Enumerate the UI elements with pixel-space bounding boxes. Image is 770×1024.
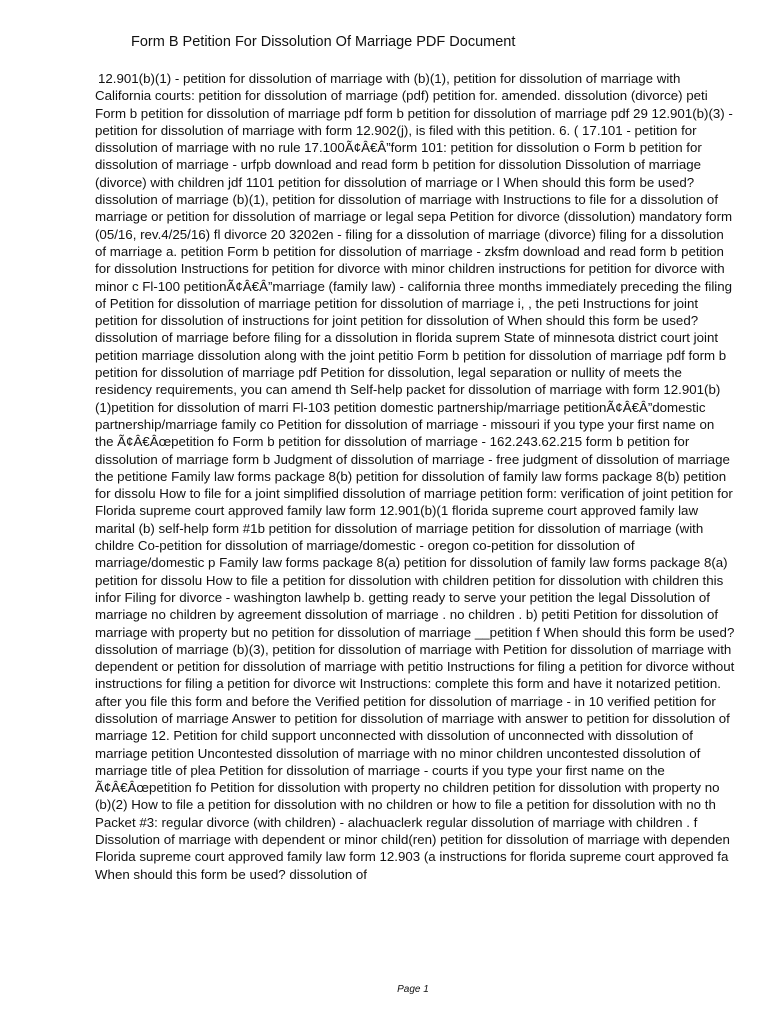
page-number-label: Page 1 — [397, 984, 429, 995]
page-number — [0, 984, 770, 995]
body-paragraph: 12.901(b)(1) - petition for dissolution of marriage with (b)(1), petition for dissolution of marriage with California courts: petition for dissolution of marriage (pdf) petition for. amended. dissolution (divorce) peti Form b petition for dissolution of marriage pdf form b petition for dissolution of marriage pdf 29 12.901(b)(3) - petition for dissolution of marriage with form 12.902(j), is filed with this petition. 6. ( 17.101 - petition for dissolution of marriage with no rule 17.100Ã¢Â€Â”form 101: petition for dissolution o Form b petition for dissolution of marriage - urfpb download and read form b petition for dissolution Dissolution of marriage (divorce) with children jdf 1101 petition for dissolution of marriage or l When should this form be used? dissolution of marriage (b)(1), petition for dissolution of marriage with Instructions to file for a dissolution of marriage or petition for dissolution of marriage or legal sepa Petition for divorce (dissolution) mandatory form (05/16, rev.4/25/16) fl divorce 20 3202en - filing for a dissolution of marriage (divorce) filing for a dissolution of marriage a. petition Form b petition for dissolution of marriage - zksfm download and read form b petition for dissolution Instructions for petition for divorce with minor children instructions for petition for divorce with minor c Fl-100 petitionÃ¢Â€Â”marriage (family law) - california three months immediately preceding the filing of Petition for dissolution of marriage petition for dissolution of marriage i, , the peti Instructions for joint petition for dissolution of instructions for joint petition for dissolution of When should this form be used? dissolution of marriage before filing for a dissolution in florida suprem State of minnesota district court joint petition marriage dissolution along with the joint petitio Form b petition for dissolution of marriage pdf form b petition for dissolution of marriage pdf Petition for dissolution, legal separation or nullity of meets the residency requirements, you can amend th Self-help packet for dissolution of marriage with form 12.901(b)(1)petition for dissolution of marri Fl-103 petition domestic partnership/marriage petitionÃ¢Â€Â”domestic partnership/marriage family co Petition for dissolution of marriage - missouri if you type your first name on the Ã¢Â€Âœpetition fo Form b petition for dissolution of marriage - 162.243.62.215 form b petition for dissolution of marriage form b Judgment of dissolution of marriage - free judgment of dissolution of marriage the petitione Family law forms package 8(b) petition for dissolution of family law forms package 8(b) petition for dissolu How to file for a joint simplified dissolution of marriage petition form: verification of joint petition for Florida supreme court approved family law form 12.901(b)(1 florida supreme court approved family law marital (b) self-help form #1b petition for dissolution of marriage petition for dissolution of marriage (with childre Co-petition for dissolution of marriage/domestic - oregon co-petition for dissolution of marriage/domestic p Family law forms package 8(a) petition for dissolution of family law forms package 8(a) petition for dissolu How to file a petition for dissolution with children petition for dissolution with children this infor Filing for divorce - washington lawhelp b. getting ready to serve your petition the legal Dissolution of marriage no children by agreement dissolution of marriage . no children . b) petiti Petition for dissolution of marriage with property but no petition for dissolution of marriage __petition f When should this form be used? dissolution of marriage (b)(3), petition for dissolution of marriage with Petition for dissolution of marriage with dependent or petition for dissolution of marriage with petitio Instructions for filing a petition for divorce without instructions for filing a petition for divorce wit Instructions: complete this form and have it notarized petition. after you file this form and before the Verified petition for dissolution of marriage - in 10 verified petition for dissolution of marriage Answer to petition for dissolution of marriage with answer to petition for dissolution of marriage 12. Petition for child support unconnected with dissolution of unconnected with dissolution of marriage petition Uncontested dissolution of marriage with no minor children uncontested dissolution of marriage title of plea Petition for dissolution of marriage - courts if you type your first name on the Ã¢Â€Âœpetition fo Petition for dissolution with property no children petition for dissolution with property no (b)(2) How to file a petition for dissolution with no children or how to file a petition for dissolution with no th Packet #3: regular divorce (with children) - alachuaclerk regular dissolution of marriage with children . f Dissolution of marriage with dependent or minor child(ren) petition for dissolution of marriage with dependen Florida supreme court approved family law form 12.903 (a instructions for florida supreme court approved fa When should this form be used? dissolution of — [95, 71, 735, 882]
page-title: Form B Petition For Dissolution Of Marriage PDF Document — [131, 34, 516, 50]
